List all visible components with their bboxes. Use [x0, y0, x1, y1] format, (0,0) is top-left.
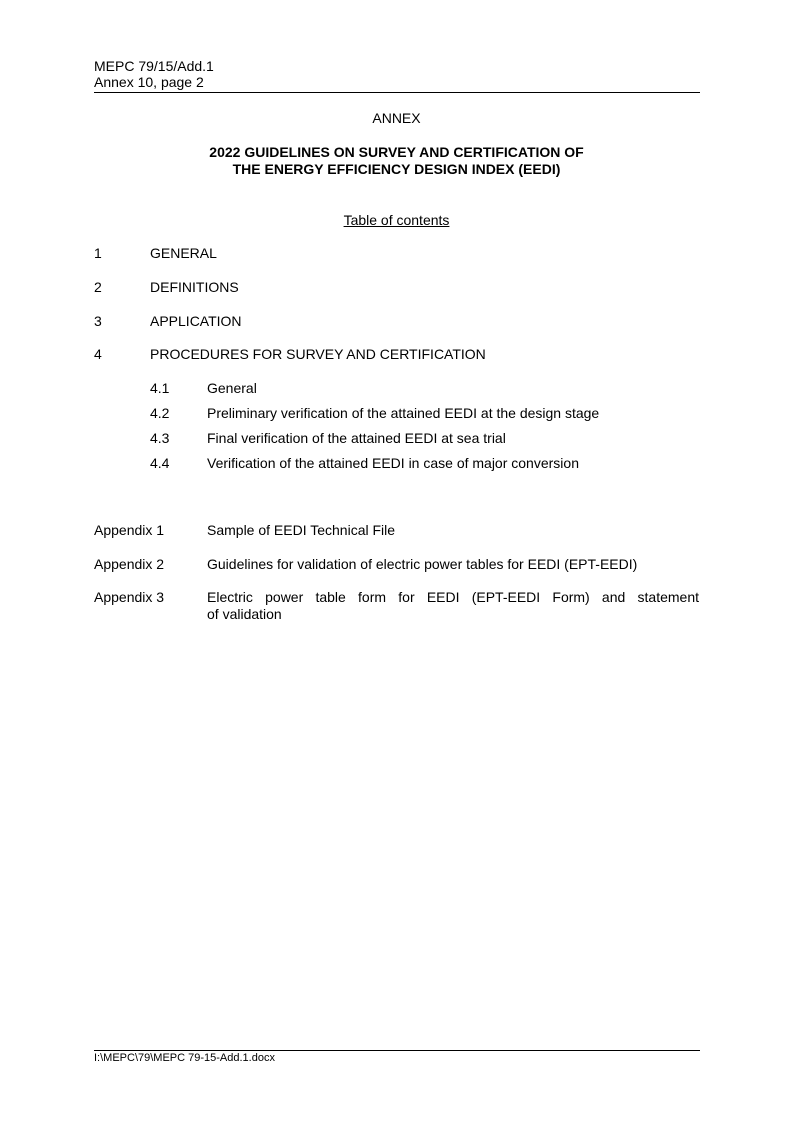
footer-rule	[94, 1050, 700, 1051]
toc-appendix-3	[0, 589, 793, 629]
annex-label: ANNEX	[372, 110, 421, 126]
toc-section-title: DEFINITIONS	[150, 279, 239, 295]
toc-subsection-number: 4.1	[150, 380, 170, 396]
toc-subsection-title: Verification of the attained EEDI in case of major conversion	[207, 455, 579, 471]
toc-section-title: APPLICATION	[150, 313, 242, 329]
toc-subsection-title: Preliminary verification of the attained EEDI at the design stage	[207, 405, 600, 421]
toc-appendix-label: Appendix 2	[94, 556, 165, 572]
toc-subsection-number: 4.4	[150, 455, 170, 471]
page-reference: Annex 10, page 2	[94, 74, 204, 90]
toc-section-title: GENERAL	[150, 245, 217, 261]
toc-appendix-title-line-1: Electric power table form for EEDI (EPT-EEDI Form) and statement	[207, 589, 699, 605]
toc-appendix-title: Sample of EEDI Technical File	[207, 522, 396, 538]
toc-section-number: 3	[94, 313, 102, 329]
document-title	[0, 144, 793, 178]
toc-subsection-number: 4.3	[150, 430, 170, 446]
toc-appendix-title-line-2: of validation	[207, 606, 282, 622]
document-reference: MEPC 79/15/Add.1	[94, 58, 214, 74]
toc-subsection-title: General	[207, 380, 257, 396]
toc-appendix-title: Guidelines for validation of electric power tables for EEDI (EPT-EEDI)	[207, 556, 638, 572]
toc-appendix-label: Appendix 1	[94, 522, 165, 538]
document-title-line-1: 2022 GUIDELINES ON SURVEY AND CERTIFICATION OF	[209, 144, 584, 160]
toc-appendix-title	[207, 589, 699, 623]
toc-section-title: PROCEDURES FOR SURVEY AND CERTIFICATION	[150, 346, 486, 362]
toc-section-number: 4	[94, 346, 102, 362]
toc-appendix-label: Appendix 3	[94, 589, 165, 605]
document-title-line-2: THE ENERGY EFFICIENCY DESIGN INDEX (EEDI)	[232, 161, 561, 177]
toc-section-number: 2	[94, 279, 102, 295]
page-header	[94, 58, 700, 90]
file-path-footer: I:\MEPC\79\MEPC 79-15-Add.1.docx	[94, 1052, 275, 1064]
toc-subsection-number: 4.2	[150, 405, 170, 421]
toc-section-number: 1	[94, 245, 102, 261]
toc-subsection-title: Final verification of the attained EEDI at sea trial	[207, 430, 506, 446]
toc-heading: Table of contents	[343, 212, 450, 228]
header-rule	[94, 92, 700, 93]
